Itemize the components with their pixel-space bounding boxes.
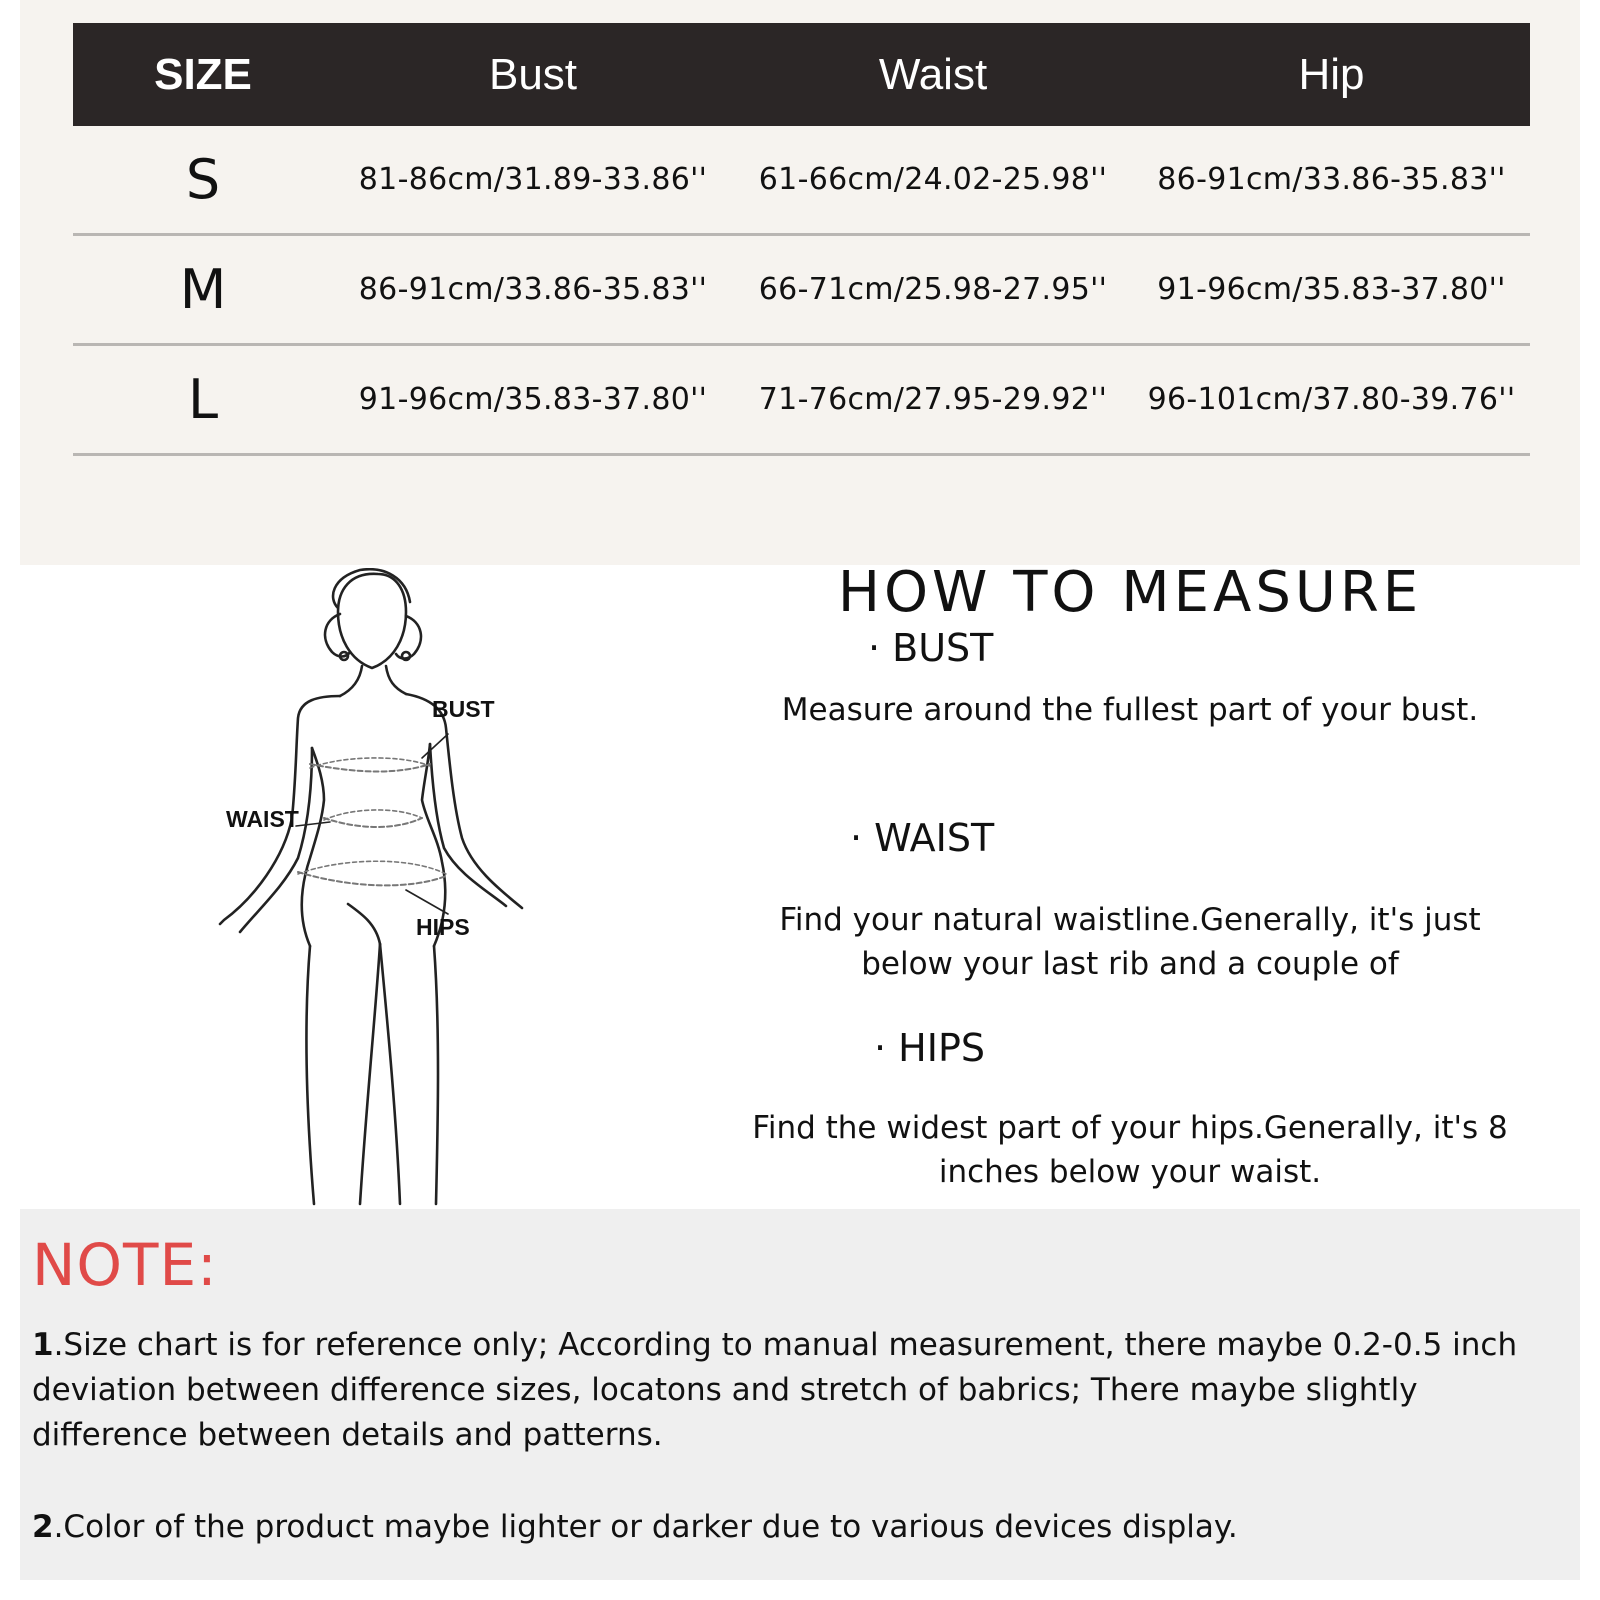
hip-cell: 96-101cm/37.80-39.76'' <box>1147 382 1516 417</box>
size-table <box>73 23 1530 456</box>
hips-heading: · HIPS <box>874 1026 985 1070</box>
bust-instructions: Measure around the fullest part of your bust. <box>781 692 1479 728</box>
header-hip: Hip <box>1298 49 1365 99</box>
waist-cell: 61-66cm/24.02-25.98'' <box>758 162 1108 197</box>
note-item <box>32 1323 1580 1458</box>
header-size: SIZE <box>154 49 252 99</box>
note-item-number: 1 <box>32 1327 54 1363</box>
note-panel <box>20 1209 1580 1580</box>
bust-cell: 81-86cm/31.89-33.86'' <box>358 162 708 197</box>
bust-cell: 86-91cm/33.86-35.83'' <box>358 272 708 307</box>
waist-heading: · WAIST <box>850 816 995 860</box>
note-item-text: .Color of the product maybe lighter or darker due to various devices display. <box>53 1509 1238 1545</box>
hip-cell: 86-91cm/33.86-35.83'' <box>1157 162 1506 197</box>
bust-cell: 91-96cm/35.83-37.80'' <box>358 382 708 417</box>
waist-instructions: Find your natural waistline.Generally, it's just below your last rib and a couple of <box>779 902 1481 982</box>
size-cell: L <box>187 368 219 431</box>
body-outline-illustration <box>200 568 560 1208</box>
hips-label: HIPS <box>416 914 470 940</box>
how-to-measure-title: HOW TO MEASURE <box>837 560 1423 625</box>
table-row <box>73 236 1530 346</box>
waist-cell: 71-76cm/27.95-29.92'' <box>758 382 1108 417</box>
hip-cell: 91-96cm/35.83-37.80'' <box>1157 272 1506 307</box>
header-waist: Waist <box>878 49 988 99</box>
note-title: NOTE: <box>32 1231 218 1299</box>
note-item <box>32 1505 1580 1550</box>
waist-cell: 66-71cm/25.98-27.95'' <box>758 272 1108 307</box>
waist-label: WAIST <box>226 806 299 832</box>
size-cell: S <box>185 148 221 211</box>
table-row <box>73 126 1530 236</box>
bust-heading: · BUST <box>868 626 994 670</box>
table-header <box>73 23 1530 126</box>
note-item-number: 2 <box>32 1509 54 1545</box>
size-chart-panel <box>20 0 1580 565</box>
note-item-text: .Size chart is for reference only; According to manual measurement, there maybe 0.2-0.5 inch deviation between difference sizes, locatons and stretch of babrics; There maybe slightly difference between details and patterns. <box>32 1327 1518 1453</box>
table-row <box>73 346 1530 456</box>
hips-instructions: Find the widest part of your hips.Generally, it's 8 inches below your waist. <box>752 1110 1508 1190</box>
size-cell: M <box>179 258 227 321</box>
body-figure <box>200 568 560 1208</box>
bust-label: BUST <box>432 696 495 722</box>
header-bust: Bust <box>488 49 578 99</box>
